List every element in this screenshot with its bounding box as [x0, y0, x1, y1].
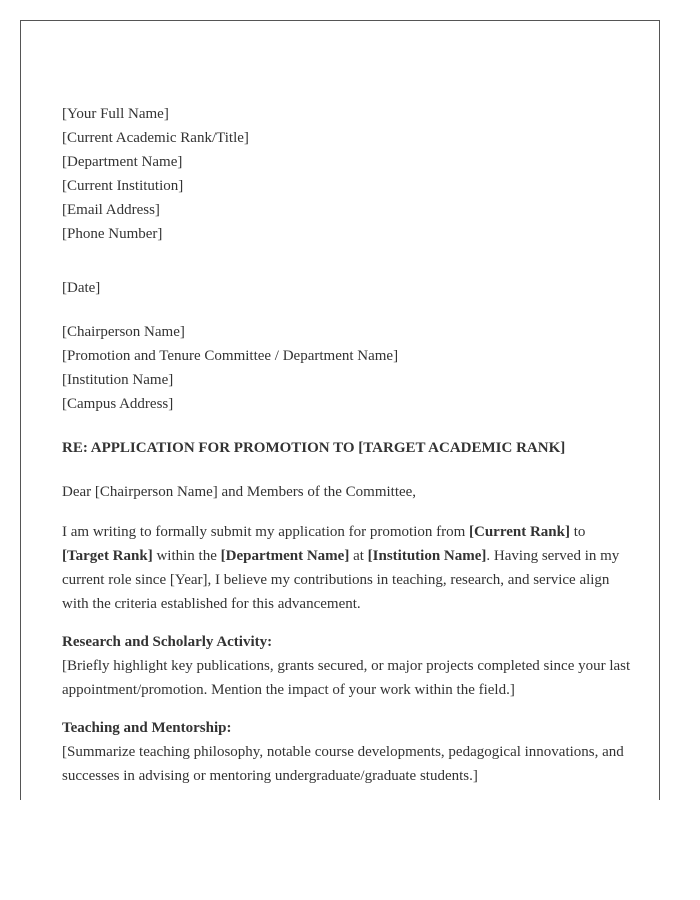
recipient-committee: [Promotion and Tenure Committee / Department Name]: [62, 348, 399, 364]
recipient-institution: [Institution Name]: [62, 372, 174, 388]
intro-paragraph: [62, 520, 632, 616]
intro-text-2: to: [570, 524, 586, 540]
salutation: Dear [Chairperson Name] and Members of the Committee,: [62, 484, 417, 500]
sender-phone: [Phone Number]: [62, 226, 163, 242]
recipient-address: [Campus Address]: [62, 396, 174, 412]
teaching-section: [62, 716, 632, 788]
intro-target-rank: [Target Rank]: [62, 548, 153, 564]
sender-block: [62, 102, 632, 246]
intro-institution: [Institution Name]: [367, 548, 487, 564]
research-body: [Briefly highlight key publications, grants secured, or major projects completed since your last appointment/promotion. Mention the impact of your work within the field.]: [62, 658, 631, 698]
teaching-title: Teaching and Mentorship:: [62, 720, 232, 736]
intro-text-3: within the: [152, 548, 221, 564]
intro-department: [Department Name]: [220, 548, 350, 564]
letter-page: [20, 20, 660, 800]
sender-institution: [Current Institution]: [62, 178, 184, 194]
sender-name: [Your Full Name]: [62, 106, 169, 122]
letter-content: [62, 102, 632, 802]
subject-line: RE: APPLICATION FOR PROMOTION TO [TARGET ACADEMIC RANK]: [62, 440, 566, 456]
recipient-chair: [Chairperson Name]: [62, 324, 185, 340]
letter-date: [62, 276, 632, 300]
recipient-block: [62, 320, 632, 416]
sender-department: [Department Name]: [62, 154, 183, 170]
sender-email: [Email Address]: [62, 202, 160, 218]
intro-text-4: at: [349, 548, 368, 564]
research-section: [62, 630, 632, 702]
date-text: [Date]: [62, 280, 101, 296]
intro-text-5: . Having served in my current role since [Year], I believe my contributions in teaching, research, and service align with the criteria established for this advancement.: [62, 548, 620, 612]
intro-text-1: I am writing to formally submit my application for promotion from: [62, 524, 470, 540]
research-title: Research and Scholarly Activity:: [62, 634, 273, 650]
intro-current-rank: [Current Rank]: [469, 524, 570, 540]
teaching-body: [Summarize teaching philosophy, notable course developments, pedagogical innovations, and successes in advising or mentoring undergraduate/graduate students.]: [62, 744, 624, 784]
sender-rank: [Current Academic Rank/Title]: [62, 130, 249, 146]
